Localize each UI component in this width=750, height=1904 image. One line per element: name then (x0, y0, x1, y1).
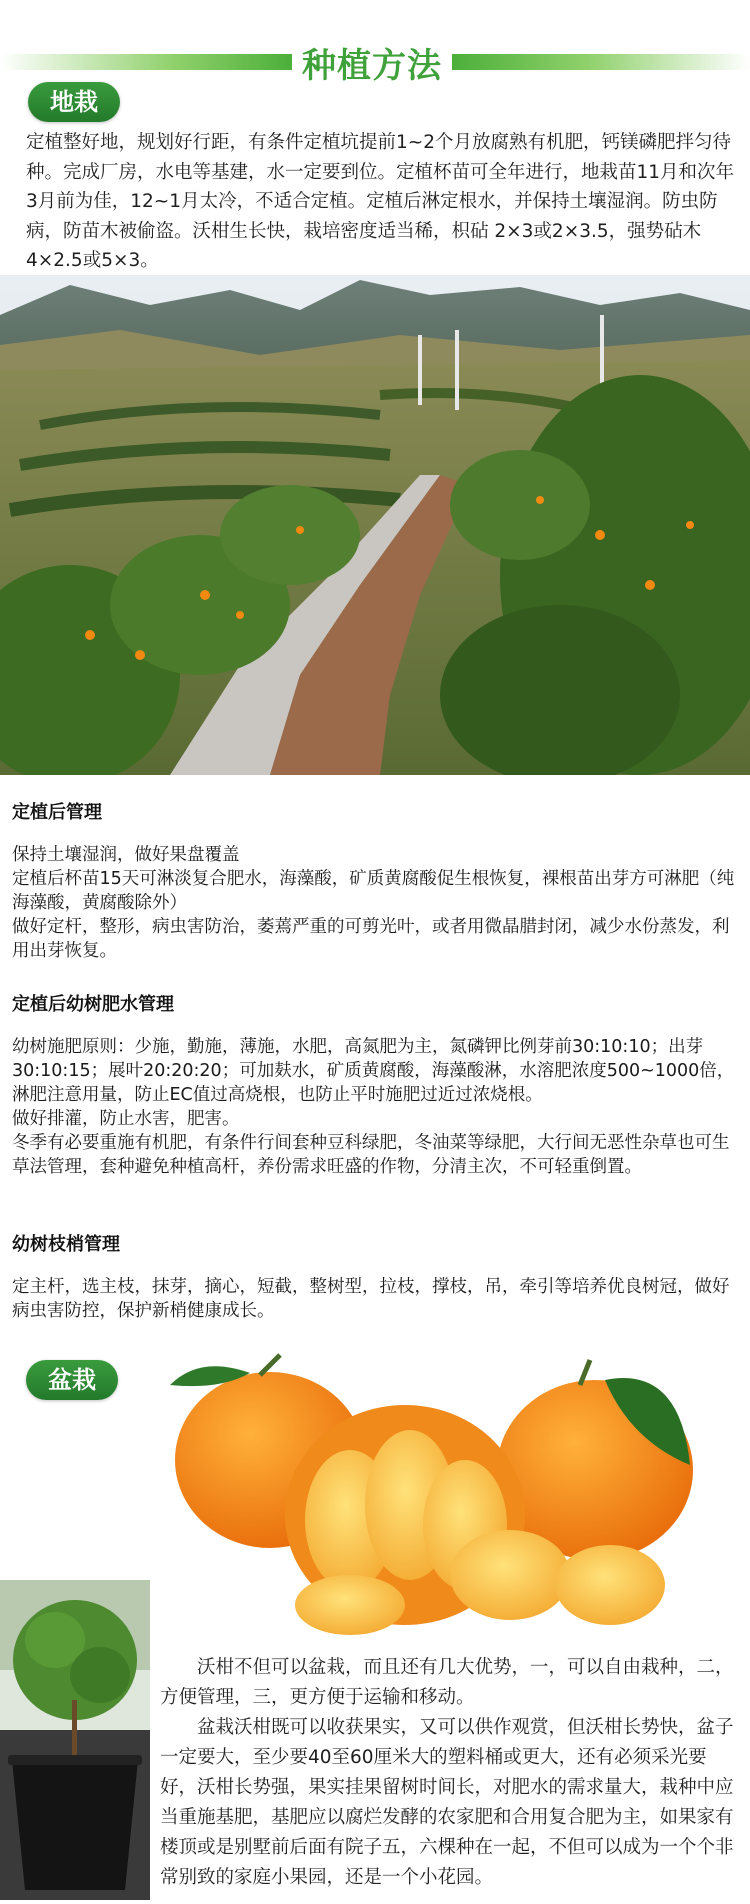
header-decor-right (452, 54, 750, 70)
pot-planting-badge: 盆栽 (26, 1360, 118, 1400)
orange-photo (160, 1345, 730, 1645)
section-title-young-tree-fertilizer: 定植后幼树肥水管理 (12, 994, 174, 1015)
list-item: 冬季有必要重施有机肥，有条件行间套种豆科绿肥，冬油菜等绿肥，大行间无恶性杂草也可生草法管理，套种避免种植高杆，养份需求旺盛的作物，分清主次，不可轻重倒置。 (12, 1133, 730, 1177)
ground-planting-text: 定植整好地，规划好行距，有条件定植坑提前1~2个月放腐熟有机肥，钙镁磷肥拌匀待种。完成厂房，水电等基建，水一定要到位。定植杯苗可全年进行，地栽苗11月和次年3月前为佳，12~1月太冷，不适合定植。定植后淋定根水，并保持土壤湿润。防虫防病，防苗木被偷盗。沃柑生长快，栽培密度适当稀，枳砧 2×3或2×3.5，强势砧木 4×2.5或5×3。 (26, 132, 735, 271)
header-decor-left (0, 54, 292, 70)
pot-planting-text-2: 盆栽沃柑既可以收获果实，又可以供作观赏，但沃柑长势快，盆子一定要大，至少要40至60厘米大的塑料桶或更大，还有必须采光要好，沃柑长势强，果实挂果留树时间长，对肥水的需求量大，栽种中应当重施基肥，基肥应以腐烂发酵的农家肥和合用复合肥为主，如果家有楼顶或是别墅前后面有院子五，六棵种在一起，不但可以成为一个个非常别致的家庭小果园，还是一个小花园。 (160, 1717, 734, 1888)
section-body-post-planting (12, 843, 740, 963)
section-body-young-tree-branch (12, 1275, 740, 1323)
page-title: 种植方法 (302, 46, 442, 86)
list-item: 定主杆，选主枝，抹芽，摘心，短截，整树型，拉枝，撑枝，吊，牵引等培养优良树冠，做好病虫害防控，保护新梢健康成长。 (12, 1277, 730, 1321)
orchard-photo (0, 275, 750, 775)
pot-planting-text-1: 沃柑不但可以盆栽，而且还有几大优势，一，可以自由栽种，二，方便管理，三，更方便于运输和移动。 (160, 1657, 734, 1708)
section-title-young-tree-branch: 幼树枝梢管理 (12, 1234, 120, 1255)
section-body-young-tree-fertilizer (12, 1035, 740, 1179)
list-item: 做好定杆，整形，病虫害防治，萎蔫严重的可剪光叶，或者用微晶腊封闭，减少水份蒸发，利用出芽恢复。 (12, 917, 730, 961)
list-item: 幼树施肥原则：少施，勤施，薄施，水肥，高氮肥为主，氮磷钾比例芽前30:10:10；出芽30:10:15；展叶20:20:20；可加麸水，矿质黄腐酸，海藻酸淋，水溶肥浓度500~1000倍，淋肥注意用量，防止EC值过高烧根，也防止平时施肥过近过浓烧根。 (12, 1037, 735, 1105)
list-item: 保持土壤湿润，做好果盘覆盖 (12, 845, 240, 865)
section-title-post-planting: 定植后管理 (12, 802, 102, 823)
list-item: 定植后杯苗15天可淋淡复合肥水，海藻酸，矿质黄腐酸促生根恢复，裸根苗出芽方可淋肥（纯海藻酸，黄腐酸除外） (12, 869, 735, 913)
ground-planting-badge: 地栽 (28, 82, 120, 122)
list-item: 做好排灌，防止水害，肥害。 (12, 1109, 240, 1129)
potted-tree-photo (0, 1580, 150, 1900)
